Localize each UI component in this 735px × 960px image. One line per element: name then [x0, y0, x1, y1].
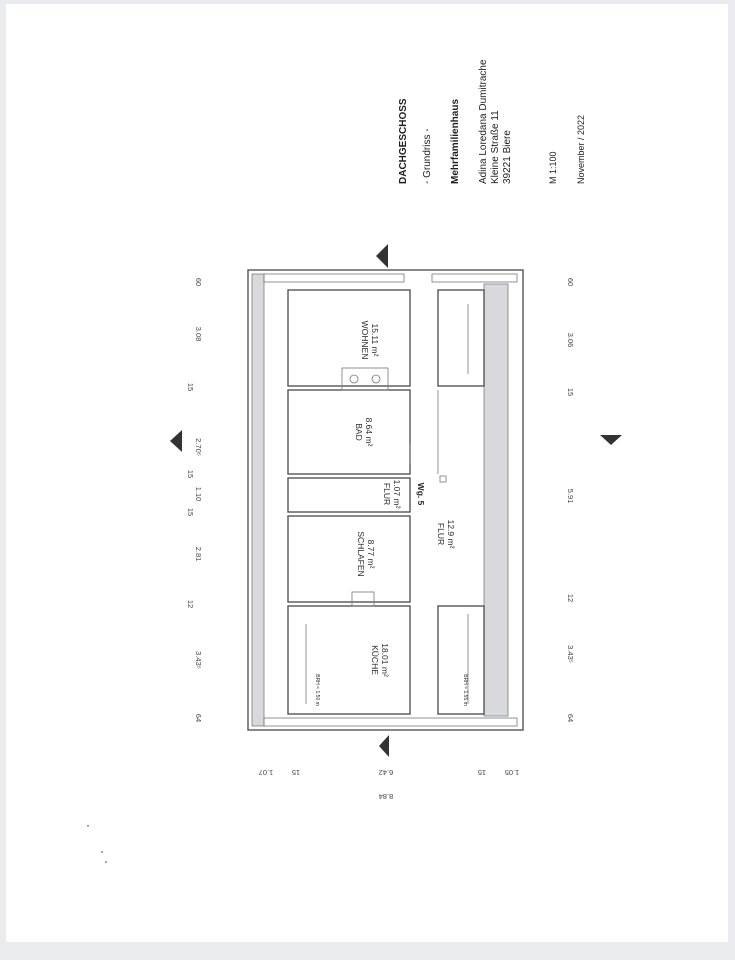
chimney-icon	[350, 375, 358, 383]
city-address: 39221 Biere	[502, 130, 513, 184]
svg-text:8.84: 8.84	[378, 792, 394, 801]
svg-text:6.42: 6.42	[378, 768, 394, 777]
svg-text:3.06: 3.06	[566, 332, 575, 348]
svg-text:BRH = 1.55 m: BRH = 1.55 m	[462, 674, 468, 706]
room-label-schlafen	[356, 531, 376, 576]
dimension-chain-side	[259, 768, 520, 801]
svg-text:15: 15	[186, 507, 195, 517]
svg-text:12: 12	[566, 593, 575, 603]
svg-text:SCHLAFEN: SCHLAFEN	[356, 531, 366, 577]
svg-text:BRH = 1.50 m: BRH = 1.50 m	[314, 674, 320, 706]
svg-text:2.81: 2.81	[194, 546, 203, 562]
building-type: Mehrfamilienhaus	[450, 98, 461, 184]
svg-text:15: 15	[186, 469, 195, 479]
sill-height-label	[314, 674, 320, 706]
floor-plan-drawing	[6, 4, 728, 942]
scale-label: M 1:100	[548, 151, 558, 184]
dimension-chain-top	[186, 278, 203, 722]
svg-text:1.05: 1.05	[504, 768, 520, 777]
apartment-label	[416, 483, 426, 506]
svg-text:2.70⁵: 2.70⁵	[194, 438, 203, 456]
svg-text:KÜCHE: KÜCHE	[370, 645, 380, 675]
level-title: DACHGESCHOSS	[398, 98, 409, 184]
chimney-icon	[372, 375, 380, 383]
svg-text:15.11 m²: 15.11 m²	[370, 323, 380, 357]
drawing-sheet	[6, 4, 728, 942]
svg-text:15: 15	[566, 387, 575, 397]
svg-text:1.07 m²: 1.07 m²	[392, 479, 402, 509]
owner-name: Adina Loredana Dumitrache	[478, 59, 489, 184]
svg-text:FLUR: FLUR	[436, 522, 446, 546]
room-label-flur-main	[436, 520, 456, 549]
date-label: November / 2022	[576, 114, 586, 184]
room-label-flur-small	[382, 480, 402, 509]
section-arrow-icon	[170, 430, 182, 452]
svg-text:WOHNEN: WOHNEN	[360, 320, 370, 360]
svg-text:1.07: 1.07	[258, 768, 274, 777]
title-block	[398, 59, 586, 184]
svg-text:18.01 m²: 18.01 m²	[380, 643, 390, 677]
svg-text:BAD: BAD	[354, 423, 364, 441]
svg-text:3.43⁵: 3.43⁵	[194, 651, 203, 669]
svg-text:8.64 m²: 8.64 m²	[364, 417, 374, 447]
svg-text:3.43⁵: 3.43⁵	[566, 645, 575, 663]
svg-text:12: 12	[186, 599, 195, 609]
street-address: Kleine Straße 11	[490, 110, 501, 184]
section-arrow-icon	[600, 435, 622, 445]
room-label-bad	[354, 418, 374, 447]
svg-text:FLUR: FLUR	[382, 482, 392, 506]
svg-text:1.10: 1.10	[194, 486, 203, 502]
sill-height-label	[462, 674, 468, 706]
section-arrow-icon	[376, 244, 388, 268]
svg-text:8.77 m²: 8.77 m²	[366, 539, 376, 569]
svg-text:15: 15	[186, 382, 195, 392]
svg-text:15: 15	[291, 768, 301, 777]
svg-text:64: 64	[566, 713, 575, 723]
svg-text:12.9 m²: 12.9 m²	[446, 519, 456, 549]
drawing-type: - Grundriss -	[422, 128, 433, 184]
svg-text:15: 15	[477, 768, 487, 777]
room-label-wohnen	[360, 321, 380, 360]
svg-text:3.08: 3.08	[194, 326, 203, 342]
svg-text:64: 64	[194, 713, 203, 723]
svg-text:60: 60	[566, 277, 575, 287]
room-label-kueche	[370, 643, 390, 677]
svg-text:Wg. 5: Wg. 5	[416, 482, 426, 506]
svg-text:5.91: 5.91	[566, 488, 575, 504]
section-arrow-icon	[379, 735, 389, 757]
svg-text:60: 60	[194, 277, 203, 287]
dimension-chain-bottom	[566, 278, 575, 722]
